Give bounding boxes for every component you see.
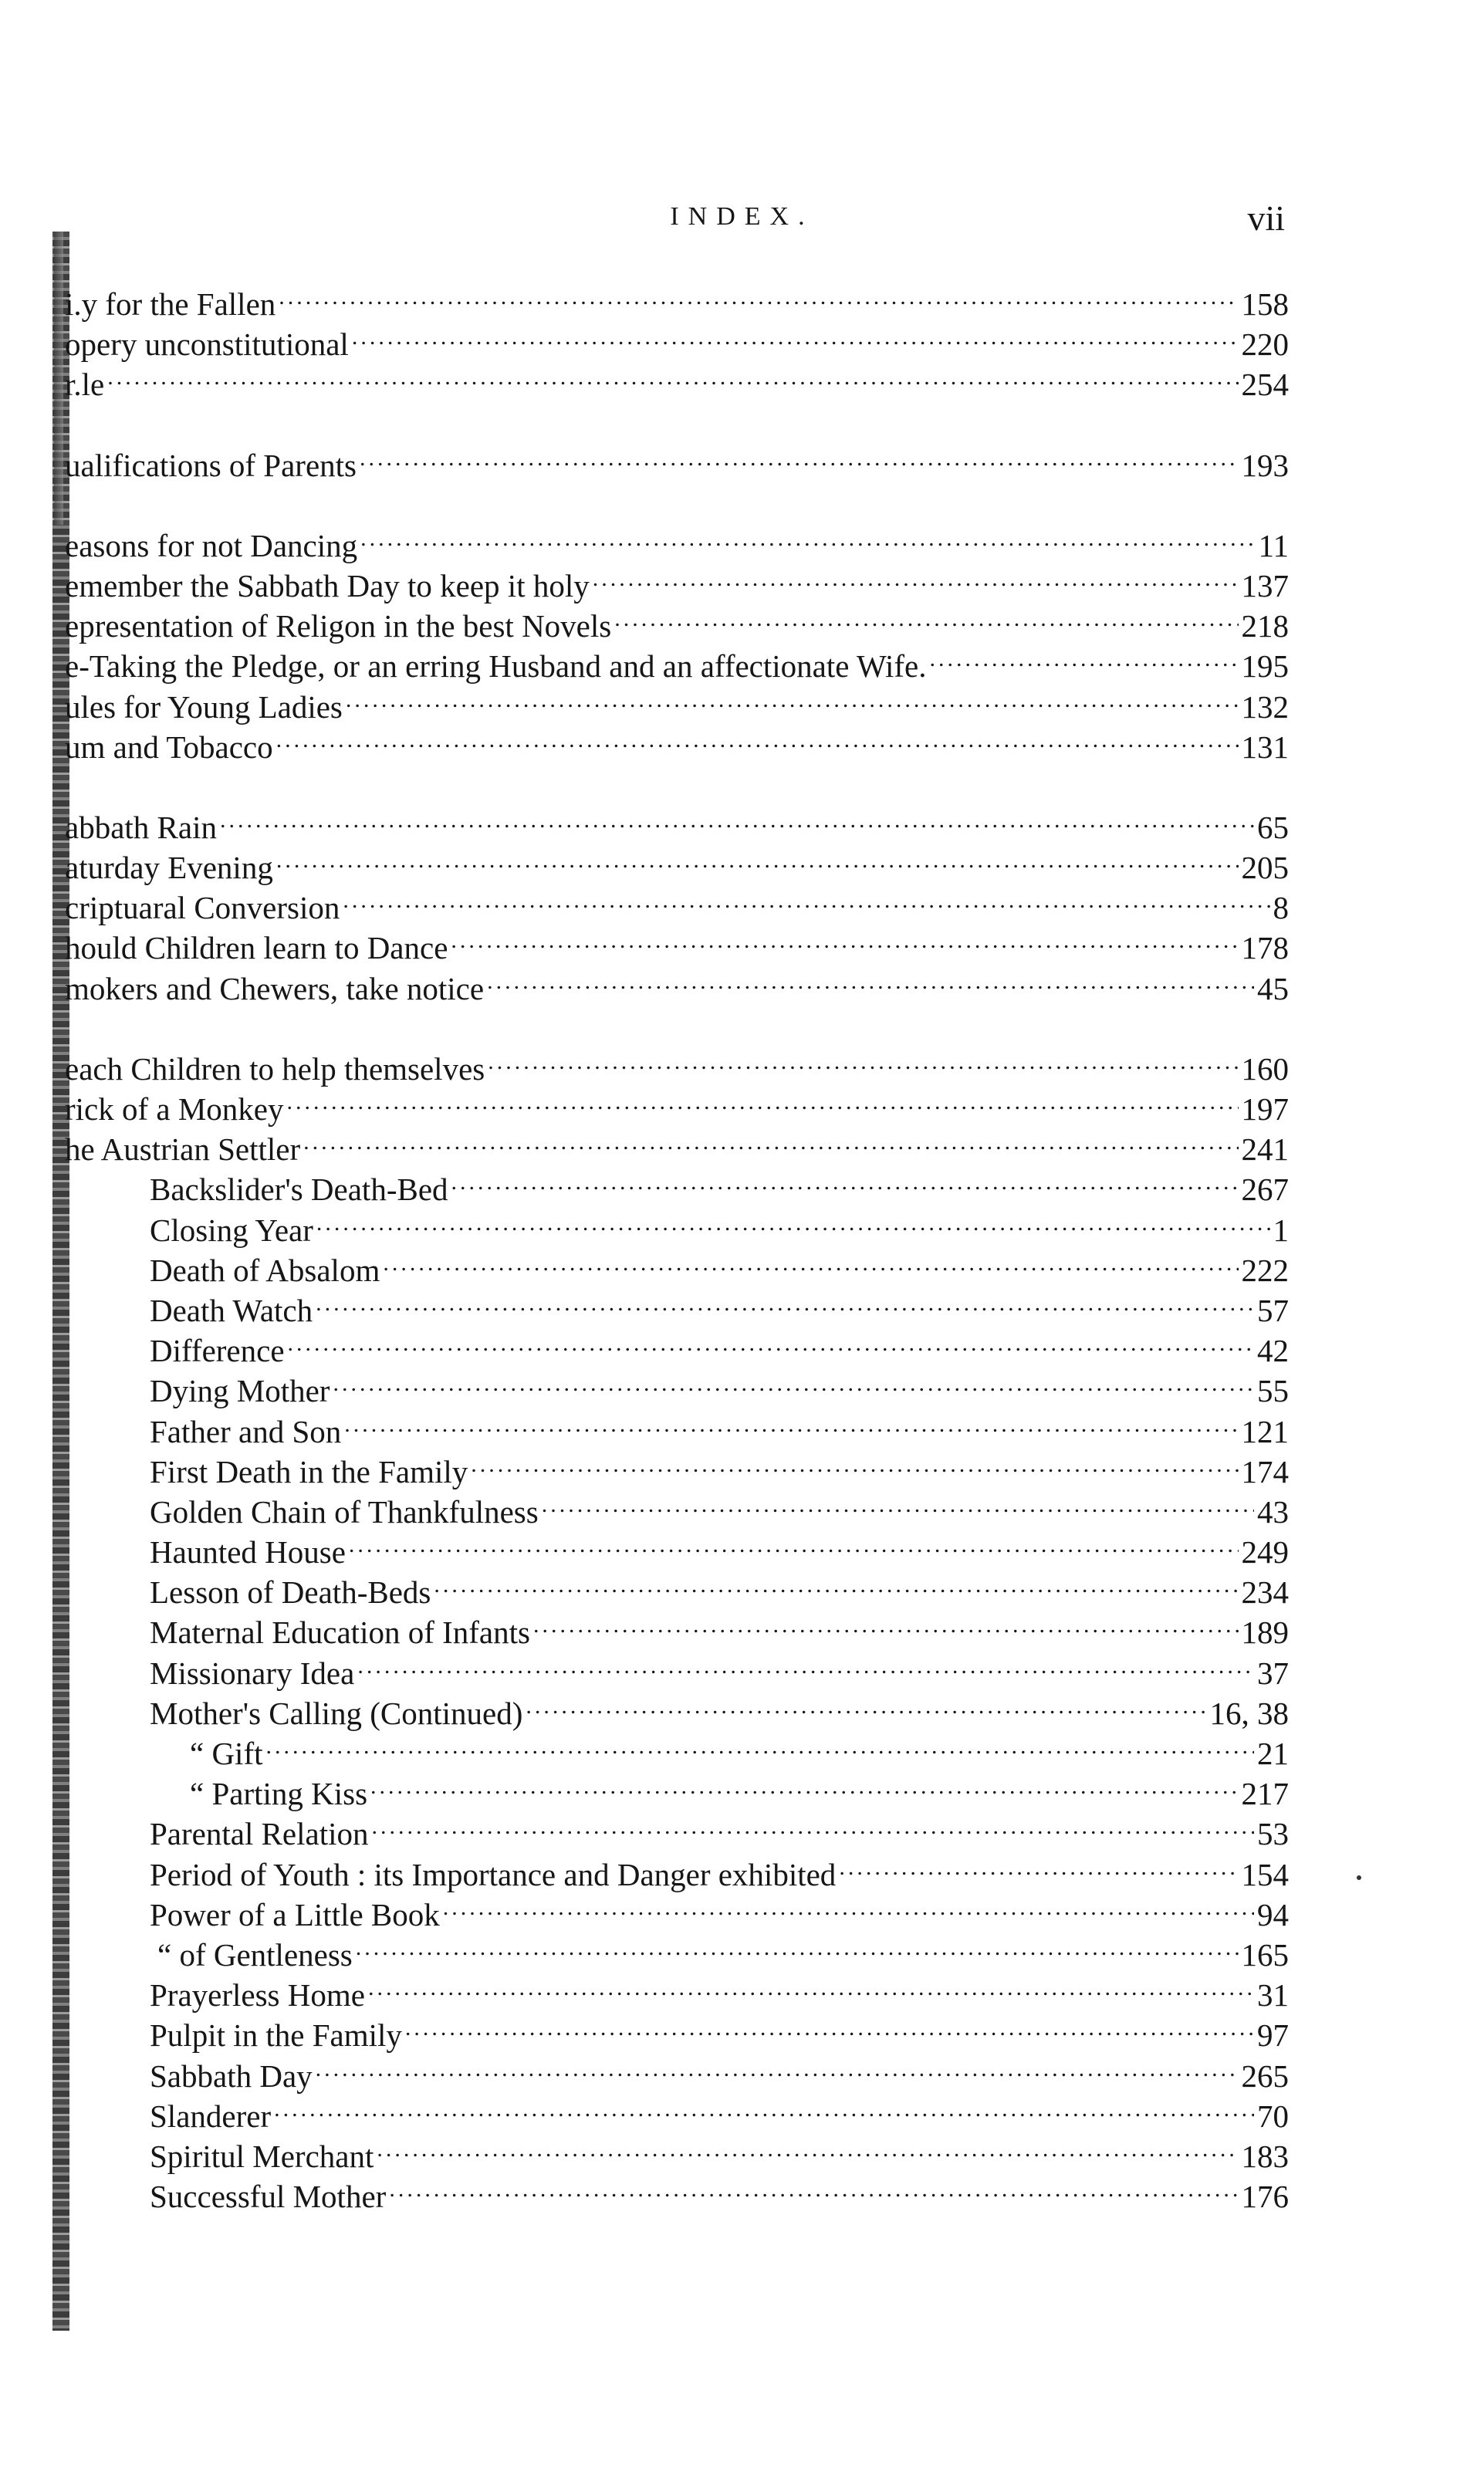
dot-leader xyxy=(360,436,1238,476)
entry-page-number: 254 xyxy=(1241,367,1289,403)
entry-page-number: 158 xyxy=(1241,286,1289,322)
entry-page-number: 183 xyxy=(1241,2138,1289,2174)
entry-page-number: 21 xyxy=(1257,1736,1289,1771)
entry-title: Father and Son xyxy=(150,1413,342,1449)
dot-leader xyxy=(303,1120,1238,1160)
entry-page-number: 193 xyxy=(1241,447,1289,483)
ink-speck xyxy=(1357,1875,1361,1880)
dot-leader xyxy=(451,1160,1239,1200)
entry-page-number: 217 xyxy=(1241,1776,1289,1812)
dot-leader xyxy=(383,1241,1238,1281)
entry-page-number: 11 xyxy=(1258,527,1289,563)
entry-title: hould Children learn to Dance xyxy=(65,930,448,966)
entry-page-number: 43 xyxy=(1257,1493,1289,1530)
index-entry xyxy=(65,838,1289,886)
entry-title: Sabbath Day xyxy=(150,2058,313,2094)
entry-title: um and Tobacco xyxy=(65,729,273,765)
entry-page-number: 222 xyxy=(1241,1252,1289,1288)
group-spacer xyxy=(65,396,1289,436)
entry-page-number: 55 xyxy=(1257,1373,1289,1409)
dot-leader xyxy=(279,275,1238,315)
entry-page-number: 16, 38 xyxy=(1209,1695,1289,1731)
entry-title: easons for not Dancing xyxy=(65,527,358,563)
dot-leader xyxy=(614,597,1238,637)
dot-leader xyxy=(839,1845,1238,1885)
entry-title: Missionary Idea xyxy=(150,1655,355,1691)
index-entry xyxy=(65,275,1289,322)
entry-page-number: 42 xyxy=(1257,1333,1289,1369)
entry-title: Prayerless Home xyxy=(150,1977,365,2014)
entry-page-number: 174 xyxy=(1241,1453,1289,1489)
entry-page-number: 121 xyxy=(1241,1413,1289,1449)
entry-title: “ Gift xyxy=(190,1736,263,1771)
entry-page-number: 249 xyxy=(1241,1534,1289,1571)
entry-page-number: 218 xyxy=(1241,608,1289,644)
dot-leader xyxy=(316,2047,1239,2087)
entry-page-number: 45 xyxy=(1257,970,1289,1006)
dot-leader xyxy=(107,355,1238,395)
entry-title: Mother's Calling (Continued) xyxy=(150,1695,523,1731)
entry-page-number: 8 xyxy=(1273,890,1289,926)
entry-page-number: 195 xyxy=(1241,648,1289,685)
dot-leader xyxy=(526,1684,1206,1724)
entry-page-number: 131 xyxy=(1241,729,1289,765)
index-entry xyxy=(65,436,1289,483)
entry-title: ualifications of Parents xyxy=(65,447,357,483)
entry-title: Death of Absalom xyxy=(150,1252,380,1288)
dot-leader xyxy=(316,1281,1254,1321)
dot-leader xyxy=(274,2087,1254,2127)
entry-page-number: 37 xyxy=(1257,1655,1289,1691)
entry-page-number: 165 xyxy=(1241,1936,1289,1973)
dot-leader xyxy=(266,1724,1255,1764)
dot-leader xyxy=(352,315,1239,355)
dot-leader xyxy=(370,1764,1238,1804)
entry-page-number: 57 xyxy=(1257,1292,1289,1328)
entry-title: Dying Mother xyxy=(150,1373,330,1409)
entry-title: opery unconstitutional xyxy=(65,326,349,363)
dot-leader xyxy=(333,1361,1254,1402)
index-entry xyxy=(65,798,1289,845)
page-header xyxy=(0,198,1484,249)
entry-title: Closing Year xyxy=(150,1212,313,1248)
dot-leader xyxy=(405,2006,1254,2046)
entry-title: r.le xyxy=(65,367,105,403)
dot-leader xyxy=(276,838,1239,878)
entry-title: he Austrian Settler xyxy=(65,1131,301,1168)
dot-leader xyxy=(434,1563,1238,1603)
entry-title: ules for Young Ladies xyxy=(65,688,343,725)
entry-page-number: 265 xyxy=(1241,2058,1289,2094)
dot-leader xyxy=(356,1926,1239,1966)
entry-page-number: 267 xyxy=(1241,1172,1289,1208)
dot-leader xyxy=(360,516,1255,556)
entry-page-number: 31 xyxy=(1257,1977,1289,2014)
entry-title: Slanderer xyxy=(150,2098,272,2134)
entry-page-number: 176 xyxy=(1241,2179,1289,2215)
entry-page-number: 53 xyxy=(1257,1816,1289,1852)
entry-title: epresentation of Religon in the best Novels xyxy=(65,608,612,644)
entry-page-number: 94 xyxy=(1257,1896,1289,1932)
entry-page-number: 132 xyxy=(1241,688,1289,725)
dot-leader xyxy=(593,556,1239,597)
entry-page-number: 234 xyxy=(1241,1574,1289,1611)
entry-title: Period of Youth : its Importance and Danger exhibited xyxy=(150,1856,837,1892)
entry-page-number: 178 xyxy=(1241,930,1289,966)
dot-leader xyxy=(276,718,1239,758)
entry-page-number: 65 xyxy=(1257,809,1289,845)
entry-page-number: 137 xyxy=(1241,567,1289,604)
entry-title: abbath Rain xyxy=(65,809,217,845)
binding-shadow xyxy=(54,232,63,525)
entry-title: Parental Relation xyxy=(150,1816,369,1852)
dot-leader xyxy=(288,1321,1254,1361)
dot-leader xyxy=(487,959,1254,999)
entry-page-number: 160 xyxy=(1241,1050,1289,1087)
index-entry xyxy=(65,355,1289,403)
entry-title: “ Parting Kiss xyxy=(190,1776,368,1812)
entry-page-number: 1 xyxy=(1273,1212,1289,1248)
dot-leader xyxy=(443,1885,1254,1926)
entry-title: criptuaral Conversion xyxy=(65,890,340,926)
entry-page-number: 220 xyxy=(1241,326,1289,363)
dot-leader xyxy=(349,1523,1239,1563)
entry-title: Backslider's Death-Bed xyxy=(150,1172,448,1208)
dot-leader xyxy=(389,2167,1238,2207)
dot-leader xyxy=(930,637,1239,677)
entry-title: Lesson of Death-Beds xyxy=(150,1574,431,1611)
dot-leader xyxy=(451,918,1238,959)
dot-leader xyxy=(343,878,1269,918)
entry-page-number: 189 xyxy=(1241,1615,1289,1651)
dot-leader xyxy=(488,1040,1238,1080)
entry-page-number: 97 xyxy=(1257,2017,1289,2054)
entry-title: emember the Sabbath Day to keep it holy xyxy=(65,567,590,604)
entry-title: Golden Chain of Thankfulness xyxy=(150,1493,539,1530)
entry-title: Spiritul Merchant xyxy=(150,2138,374,2174)
page-number: vii xyxy=(1247,198,1285,238)
entry-page-number: 205 xyxy=(1241,850,1289,886)
entry-title: “ of Gentleness xyxy=(157,1936,353,1973)
entry-title: First Death in the Family xyxy=(150,1453,468,1489)
index-entry xyxy=(65,516,1289,563)
dot-leader xyxy=(357,1644,1254,1684)
entry-page-number: 154 xyxy=(1241,1856,1289,1892)
index-entry xyxy=(65,1040,1289,1087)
page-title: INDEX. xyxy=(670,202,814,231)
dot-leader xyxy=(372,1804,1255,1844)
entry-title: Difference xyxy=(150,1333,285,1369)
dot-leader xyxy=(287,1080,1239,1120)
entry-title: rick of a Monkey xyxy=(65,1091,284,1127)
entry-title: Maternal Education of Infants xyxy=(150,1615,530,1651)
dot-leader xyxy=(377,2127,1238,2167)
entry-title: e-Taking the Pledge, or an erring Husband and an affectionate Wife. xyxy=(65,648,927,685)
entry-title: Death Watch xyxy=(150,1292,313,1328)
entry-title: aturday Evening xyxy=(65,850,273,886)
entry-page-number: 241 xyxy=(1241,1131,1289,1168)
dot-leader xyxy=(471,1442,1238,1483)
entry-title: i.y for the Fallen xyxy=(65,286,276,322)
dot-leader xyxy=(542,1483,1254,1523)
entry-title: Successful Mother xyxy=(150,2179,387,2215)
entry-title: mokers and Chewers, take notice xyxy=(65,970,485,1006)
dot-leader xyxy=(344,1402,1238,1442)
entry-page-number: 70 xyxy=(1257,2098,1289,2134)
dot-leader xyxy=(533,1603,1239,1643)
index-entries xyxy=(65,275,1289,2215)
dot-leader xyxy=(316,1201,1270,1241)
entry-title: Pulpit in the Family xyxy=(150,2017,402,2054)
dot-leader xyxy=(368,1966,1254,2006)
entry-title: Power of a Little Book xyxy=(150,1896,440,1932)
entry-title: each Children to help themselves xyxy=(65,1050,485,1087)
dot-leader xyxy=(346,678,1239,718)
dot-leader xyxy=(220,798,1254,838)
entry-page-number: 197 xyxy=(1241,1091,1289,1127)
entry-title: Haunted House xyxy=(150,1534,346,1571)
